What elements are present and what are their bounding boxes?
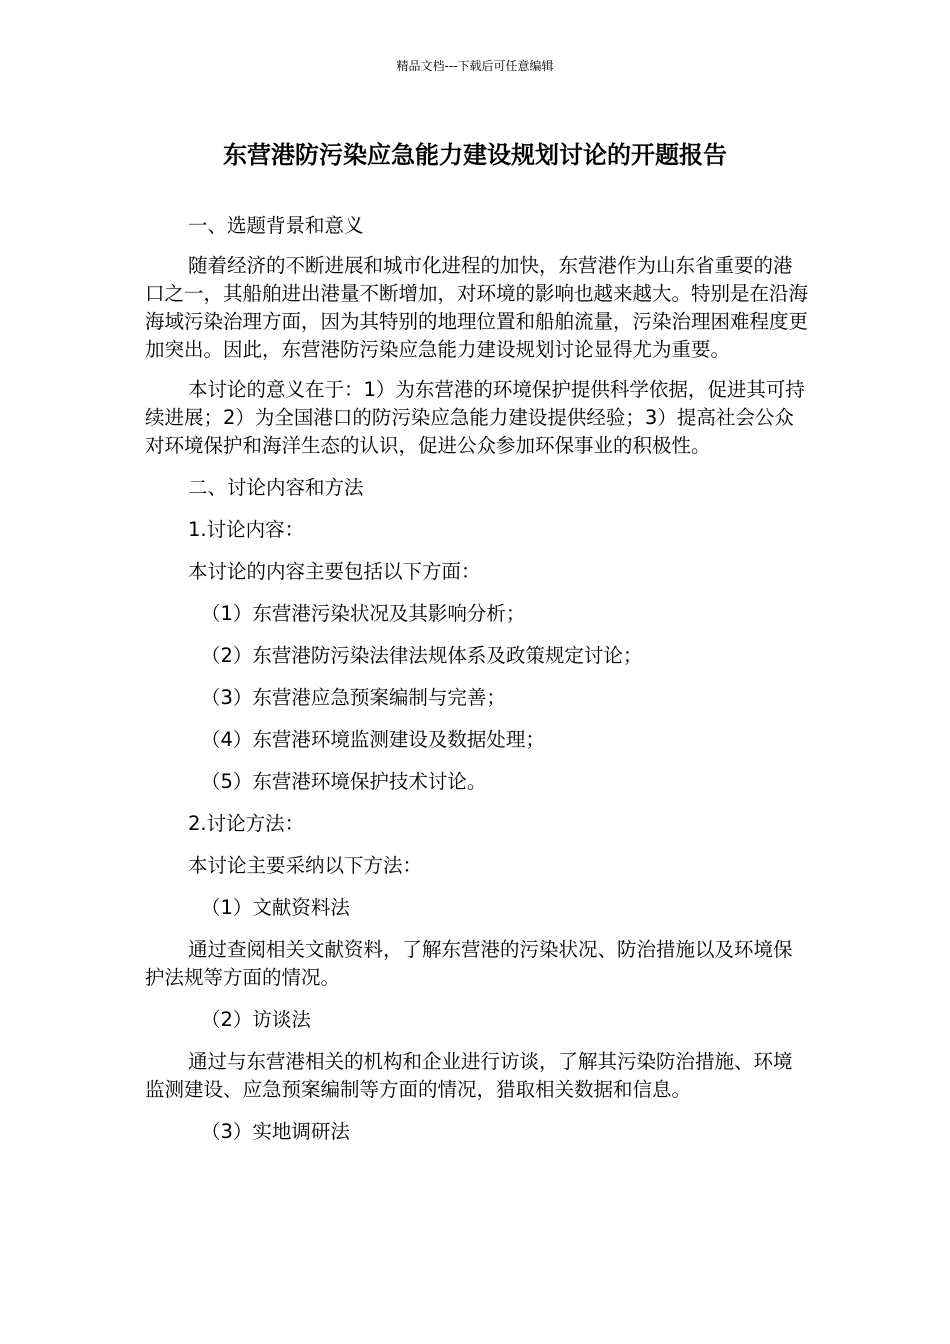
content-intro: 本讨论的内容主要包括以下方面： bbox=[188, 560, 481, 583]
subheading-method: 2.讨论方法： bbox=[188, 812, 305, 835]
method-intro: 本讨论主要采纳以下方法： bbox=[188, 854, 423, 877]
content-item: （2）东营港防污染法律法规体系及政策规定讨论； bbox=[201, 644, 643, 667]
subheading-content: 1.讨论内容： bbox=[188, 518, 305, 541]
content-item: （4）东营港环境监测建设及数据处理； bbox=[201, 728, 545, 751]
method-name-literature: （1）文献资料法 bbox=[201, 896, 350, 919]
method-desc-interview: 通过与东营港相关的机构和企业进行访谈，了解其污染防治措施、环境监测建设、应急预案编制等方面的情况，猎取相关数据和信息。 bbox=[145, 1050, 793, 1101]
method-desc-literature: 通过查阅相关文献资料，了解东营港的污染状况、防治措施以及环境保护法规等方面的情况。 bbox=[145, 938, 793, 989]
paragraph-background: 随着经济的不断进展和城市化进程的加快，东营港作为山东省重要的港口之一，其船舶进出港量不断增加，对环境的影响也越来越大。特别是在沿海海域污染治理方面，因为其特别的地理位置和船舶流量，污染治理困难程度更加突出。因此，东营港防污染应急能力建设规划讨论显得尤为重要。 bbox=[145, 254, 809, 361]
section-heading-1: 一、选题背景和意义 bbox=[188, 214, 364, 237]
content-item: （5）东营港环境保护技术讨论。 bbox=[201, 770, 487, 793]
document-body bbox=[145, 212, 810, 1146]
page-title: 东营港防污染应急能力建设规划讨论的开题报告 bbox=[223, 141, 727, 169]
content-item: （3）东营港应急预案编制与完善； bbox=[201, 686, 506, 709]
paragraph-significance: 本讨论的意义在于：1）为东营港的环境保护提供科学依据，促进其可持续进展；2）为全国港口的防污染应急能力建设提供经验；3）提高社会公众对环境保护和海洋生态的认识，促进公众参加环保事业的积极性。 bbox=[145, 378, 805, 457]
section-heading-2: 二、讨论内容和方法 bbox=[188, 476, 364, 499]
header-note: 精品文档---下载后可任意编辑 bbox=[396, 59, 554, 73]
content-item: （1）东营港污染状况及其影响分析； bbox=[201, 602, 526, 625]
method-name-fieldwork: （3）实地调研法 bbox=[201, 1120, 350, 1143]
method-name-interview: （2）访谈法 bbox=[201, 1008, 311, 1031]
